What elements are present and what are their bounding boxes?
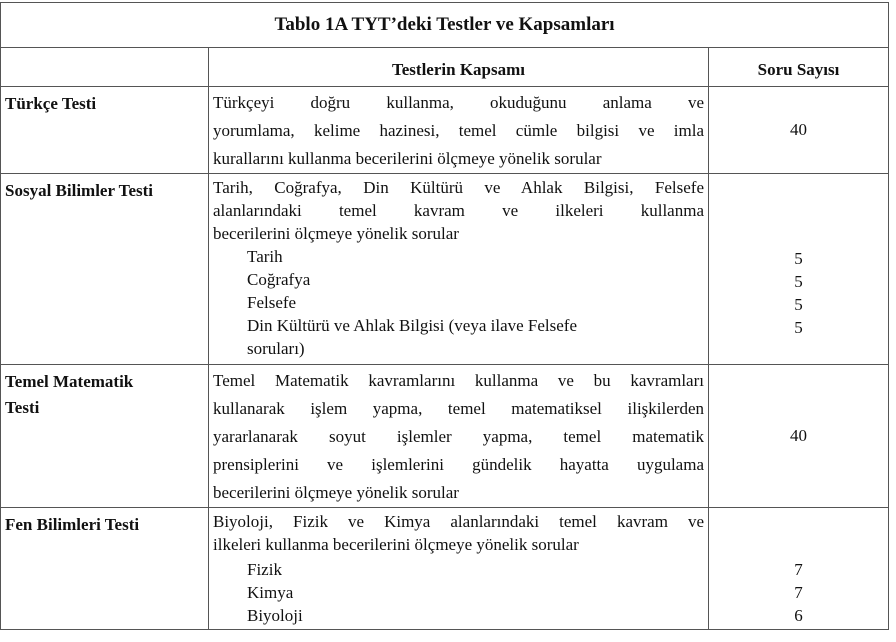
header-empty-cell — [1, 48, 209, 87]
subject-item: Din Kültürü ve Ahlak Bilgisi (veya ilave Felsefe — [247, 316, 578, 335]
subject-count: 5 — [794, 295, 803, 314]
test-description — [209, 174, 709, 365]
subject-item: Fizik — [247, 560, 282, 579]
subject-item: Coğrafya — [247, 270, 311, 289]
description-line: becerilerini ölçmeye yönelik sorular — [213, 224, 459, 243]
tests-table — [0, 2, 889, 630]
test-name: Türkçe Testi — [1, 87, 209, 174]
table-row — [1, 87, 889, 174]
subject-count: 5 — [794, 318, 803, 337]
test-name: Sosyal Bilimler Testi — [1, 174, 209, 365]
description-line: kurallarını kullanma becerilerini ölçmeye yönelik sorular — [213, 149, 602, 168]
test-name-line: Temel Matematik — [5, 372, 134, 391]
test-name-line: Testi — [5, 398, 40, 417]
header-scope: Testlerin Kapsamı — [209, 48, 709, 87]
subject-item: Tarih — [247, 247, 283, 266]
question-count-list — [709, 508, 889, 630]
test-description — [209, 365, 709, 508]
test-name — [1, 365, 209, 508]
description-line: becerilerini ölçmeye yönelik sorular — [213, 483, 459, 502]
subject-item: Felsefe — [247, 293, 297, 312]
title-row — [1, 3, 889, 48]
subject-count: 6 — [794, 606, 803, 625]
description-line: Biyoloji, Fizik ve Kimya alanlarındaki temel kavram ve — [213, 512, 704, 531]
header-row — [1, 48, 889, 87]
table-row — [1, 174, 889, 365]
question-count: 40 — [709, 365, 889, 508]
test-description — [209, 508, 709, 630]
description-line: yorumlama, kelime hazinesi, temel cümle bilgisi ve imla — [213, 121, 704, 140]
subject-count: 7 — [794, 560, 803, 579]
subject-count: 7 — [794, 583, 803, 602]
subject-count: 5 — [794, 272, 803, 291]
description-line: Türkçeyi doğru kullanma, okuduğunu anlama ve — [213, 93, 704, 112]
table-row — [1, 365, 889, 508]
document-page — [0, 2, 890, 638]
subject-item: soruları) — [247, 339, 305, 358]
question-count-list — [709, 174, 889, 365]
subject-item: Kimya — [247, 583, 294, 602]
table-row — [1, 508, 889, 630]
description-line: yararlanarak soyut işlemler yapma, temel matematik — [213, 427, 704, 446]
description-line: Tarih, Coğrafya, Din Kültürü ve Ahlak Bilgisi, Felsefe — [213, 178, 704, 197]
subject-list — [213, 245, 704, 360]
test-name: Fen Bilimleri Testi — [1, 508, 209, 630]
header-count: Soru Sayısı — [709, 48, 889, 87]
description-line: prensiplerini ve işlemlerini gündelik hayatta uygulama — [213, 455, 704, 474]
test-description — [209, 87, 709, 174]
description-line: kullanarak işlem yapma, temel matematiksel ilişkilerden — [213, 399, 704, 418]
description-line: Temel Matematik kavramlarını kullanma ve bu kavramları — [213, 371, 704, 390]
description-line: ilkeleri kullanma becerilerini ölçmeye yönelik sorular — [213, 535, 579, 554]
subject-list — [213, 556, 704, 627]
subject-item: Biyoloji — [247, 606, 303, 625]
question-count: 40 — [709, 87, 889, 174]
description-line: alanlarındaki temel kavram ve ilkeleri kullanma — [213, 201, 704, 220]
subject-count: 5 — [794, 249, 803, 268]
table-title: Tablo 1A TYT’deki Testler ve Kapsamları — [1, 3, 889, 48]
